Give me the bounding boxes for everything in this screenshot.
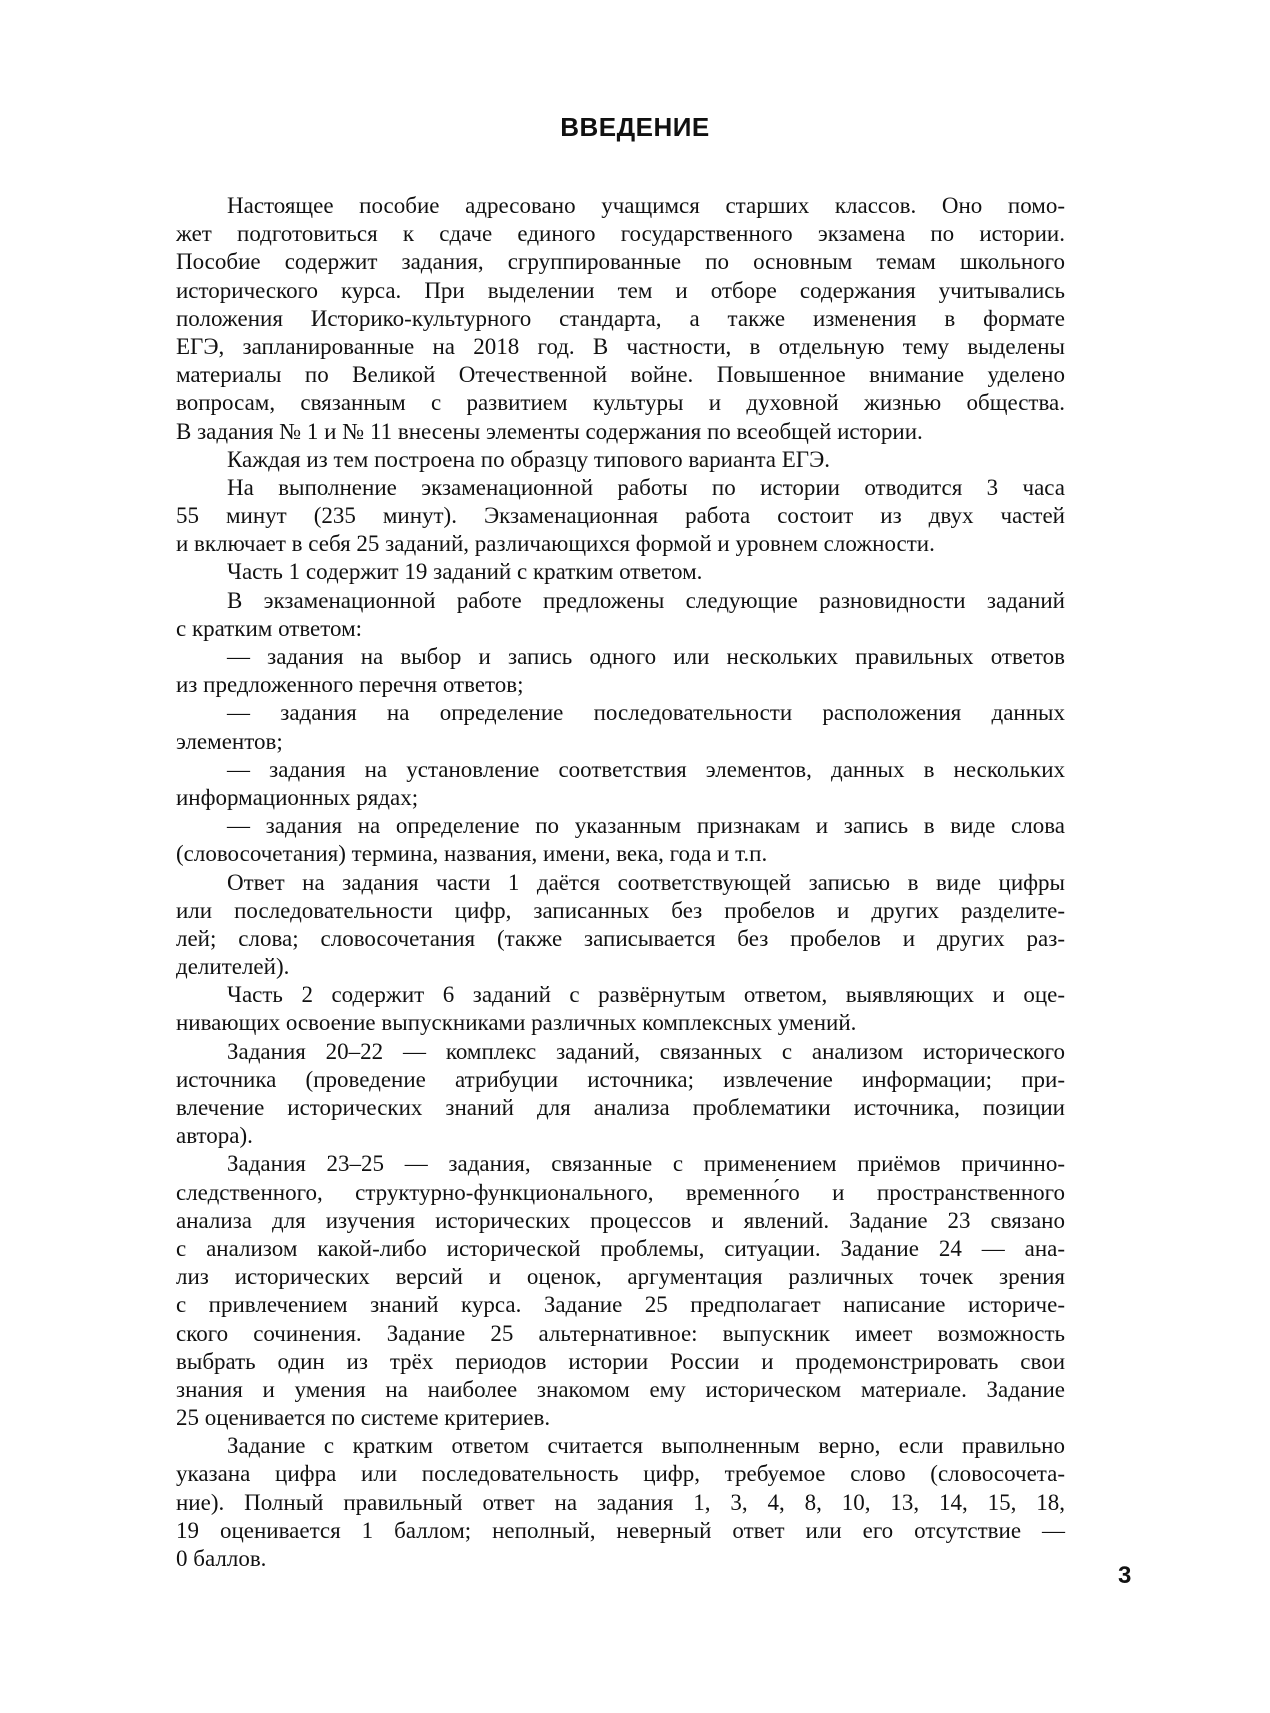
- text-line: 19 оценивается 1 баллом; неполный, неверный ответ или его отсутствие —: [176, 1517, 1065, 1543]
- paragraph: [176, 1432, 1065, 1573]
- text-line: ского сочинения. Задание 25 альтернативное: выпускник имеет возможность: [176, 1320, 1065, 1346]
- text-line: автора).: [176, 1123, 253, 1149]
- text-line: следственного, структурно-функционального, временно́го и пространственного: [176, 1179, 1065, 1205]
- text-line: с привлечением знаний курса. Задание 25 предполагает написание историче-: [176, 1292, 1065, 1318]
- text-line: — задания на установление соответствия элементов, данных в нескольких: [227, 756, 1065, 782]
- text-line: выбрать один из трёх периодов истории России и продемонстрировать свои: [176, 1348, 1065, 1374]
- paragraph: [176, 587, 1065, 643]
- text-line: Каждая из тем построена по образцу типового варианта ЕГЭ.: [227, 446, 831, 472]
- paragraph: [176, 558, 1065, 586]
- text-line: делителей).: [176, 954, 290, 980]
- paragraph: [176, 192, 1065, 446]
- text-line: положения Историко-культурного стандарта, а также изменения в формате: [176, 305, 1065, 331]
- text-line: (словосочетания) термина, названия, имени, века, года и т.п.: [176, 841, 768, 867]
- text-line: с анализом какой-либо исторической проблемы, ситуации. Задание 24 — ана-: [176, 1235, 1065, 1261]
- text-line: или последовательности цифр, записанных без пробелов и других разделите-: [176, 897, 1065, 923]
- text-line: знания и умения на наиболее знакомом ему историческом материале. Задание: [176, 1376, 1065, 1402]
- text-line: 0 баллов.: [176, 1546, 267, 1571]
- page-number: 3: [1118, 1562, 1132, 1589]
- text-line: Задания 23–25 — задания, связанные с применением приёмов причинно-: [227, 1151, 1065, 1177]
- text-line: материалы по Великой Отечественной войне. Повышенное внимание уделено: [176, 362, 1065, 388]
- text-line: из предложенного перечня ответов;: [176, 672, 524, 698]
- text-line: В задания № 1 и № 11 внесены элементы содержания по всеобщей истории.: [176, 418, 923, 444]
- paragraph: [176, 981, 1065, 1037]
- text-line: Пособие содержит задания, сгруппированные по основным темам школьного: [176, 249, 1065, 275]
- text-line: Задание с кратким ответом считается выполненным верно, если правильно: [227, 1433, 1065, 1459]
- text-line: — задания на выбор и запись одного или нескольких правильных ответов: [227, 644, 1065, 669]
- text-line: источника (проведение атрибуции источника; извлечение информации; при-: [176, 1066, 1065, 1092]
- text-line: Настоящее пособие адресовано учащимся старших классов. Оно помо-: [227, 193, 1065, 218]
- text-line: элементов;: [176, 728, 283, 754]
- body-text: [176, 192, 1065, 1573]
- paragraph: [176, 474, 1065, 559]
- paragraph: [176, 1038, 1065, 1151]
- paragraph: [176, 812, 1065, 868]
- text-line: указана цифра или последовательность цифр, требуемое слово (словосочета-: [176, 1461, 1065, 1487]
- text-line: лиз исторических версий и оценок, аргументация различных точек зрения: [176, 1264, 1065, 1290]
- paragraph: [176, 1150, 1065, 1432]
- text-line: Задания 20–22 — комплекс заданий, связанных с анализом исторического: [227, 1038, 1065, 1064]
- text-line: На выполнение экзаменационной работы по истории отводится 3 часа: [227, 474, 1065, 500]
- page-title: ВВЕДЕНИЕ: [560, 112, 710, 142]
- text-line: — задания на определение последовательности расположения данных: [227, 700, 1065, 726]
- text-line: нивающих освоение выпускниками различных комплексных умений.: [176, 1010, 857, 1036]
- text-line: вопросам, связанным с развитием культуры и духовной жизнью общества.: [176, 390, 1065, 416]
- paragraph: [176, 756, 1065, 812]
- text-line: ЕГЭ, запланированные на 2018 год. В частности, в отдельную тему выделены: [176, 333, 1065, 359]
- paragraph: [176, 699, 1065, 755]
- text-line: с кратким ответом:: [176, 615, 363, 641]
- text-line: 25 оценивается по системе критериев.: [176, 1405, 551, 1431]
- text-line: Часть 1 содержит 19 заданий с кратким ответом.: [227, 559, 703, 585]
- text-line: Ответ на задания части 1 даётся соответствующей записью в виде цифры: [227, 869, 1065, 895]
- text-line: 55 минут (235 минут). Экзаменационная работа состоит из двух частей: [176, 503, 1065, 529]
- paragraph: [176, 643, 1065, 699]
- text-line: — задания на определение по указанным признакам и запись в виде слова: [227, 813, 1065, 839]
- text-line: жет подготовиться к сдаче единого государственного экзамена по истории.: [176, 221, 1065, 247]
- text-line: влечение исторических знаний для анализа проблематики источника, позиции: [176, 1095, 1065, 1120]
- text-line: ние). Полный правильный ответ на задания 1, 3, 4, 8, 10, 13, 14, 15, 18,: [176, 1489, 1065, 1515]
- text-line: В экзаменационной работе предложены следующие разновидности заданий: [227, 587, 1065, 613]
- text-line: анализа для изучения исторических процессов и явлений. Задание 23 связано: [176, 1207, 1065, 1233]
- text-line: лей; слова; словосочетания (также записывается без пробелов и других раз-: [176, 925, 1065, 951]
- paragraph: [176, 446, 1065, 474]
- paragraph: [176, 869, 1065, 982]
- text-line: Часть 2 содержит 6 заданий с развёрнутым ответом, выявляющих и оце-: [227, 982, 1065, 1008]
- text-line: информационных рядах;: [176, 784, 419, 810]
- text-line: и включает в себя 25 заданий, различающихся формой и уровнем сложности.: [176, 531, 935, 557]
- text-line: исторического курса. При выделении тем и отборе содержания учитывались: [176, 277, 1065, 303]
